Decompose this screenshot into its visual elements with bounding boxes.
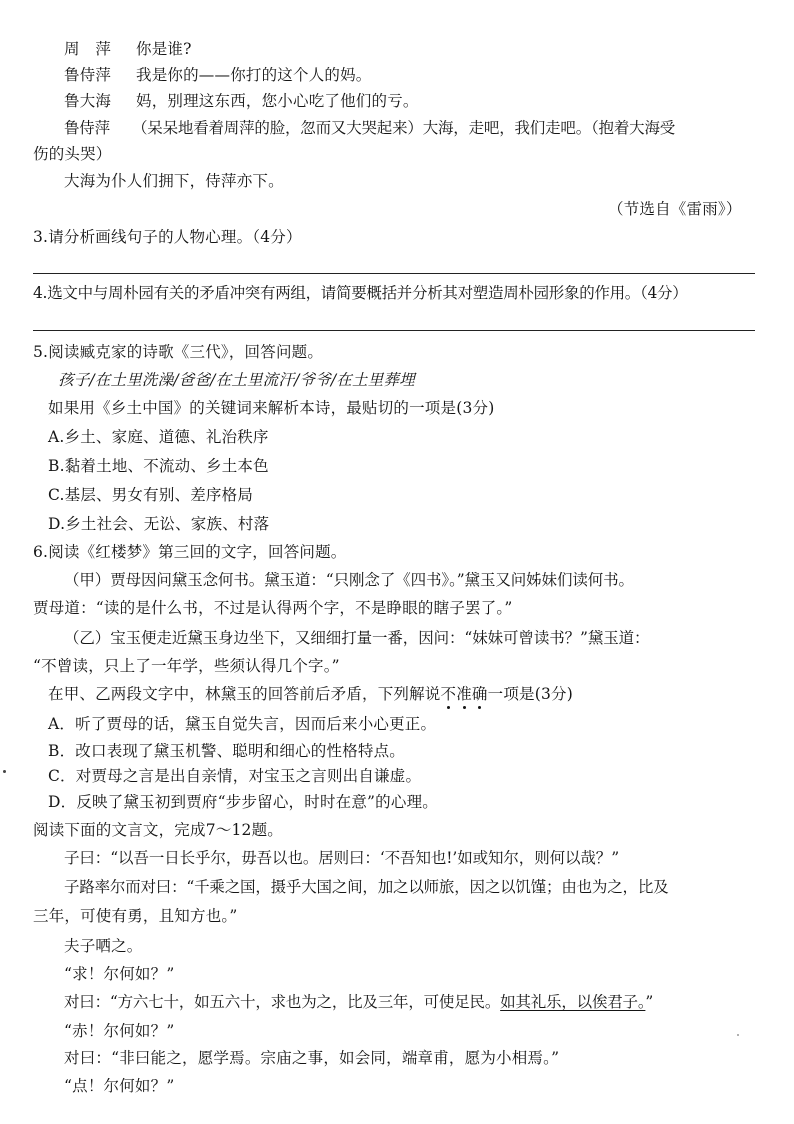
answer-line-q4[interactable] [33,330,755,331]
dialogue-text: 我是你的——你打的这个人的妈。 [136,66,372,84]
classical-para-5 [64,991,653,1013]
option-a[interactable]: A．听了贾母的话，黛玉自觉失言，因而后来小心更正。 [48,715,437,733]
speaker-name: 周 萍 [64,40,112,58]
scan-speck [737,1034,739,1036]
classical-para-1: 子曰：“以吾一日长乎尔，毋吾以也。居则曰：‘不吾知也!’如或知尔，则何以哉？” [64,849,620,867]
dialogue-text: 妈，别理这东西，您小心吃了他们的亏。 [136,92,419,110]
passage-yi-line-1: （乙）宝玉便走近黛玉身边坐下，又细细打量一番，因问：“妹妹可曾读书？”黛玉道： [64,629,650,647]
dialogue-text: 你是谁? [136,40,192,58]
classical-para-7: 对曰：“非曰能之，愿学焉。宗庙之事，如会同，端章甫，愿为小相焉。” [64,1049,560,1067]
classical-text: 对曰：“方六七十，如五六十，求也为之，比及三年，可使足民。 [64,993,501,1011]
passage-jia-line-2: 贾母道：“读的是什么书，不过是认得两个字，不是睁眼的瞎子罢了。” [33,599,513,617]
passage-jia-line-1: （甲）贾母因问黛玉念何书。黛玉道：“只刚念了《四书》。”黛玉又问姊妹们读何书。 [64,571,634,589]
question-4: 4.选文中与周朴园有关的矛盾冲突有两组，请简要概括并分析其对塑造周朴园形象的作用。（4分） [33,284,688,302]
question-6-intro: 6.阅读《红楼梦》第三回的文字，回答问题。 [33,543,347,561]
question-6-stem [48,683,573,705]
classical-para-2-line-1: 子路率尔而对曰：“千乘之国，摄乎大国之间，加之以师旅，因之以饥馑；由也为之，比及 [64,878,669,896]
question-5-intro: 5.阅读臧克家的诗歌《三代》，回答问题。 [33,343,324,361]
stem-text-a: 在甲、乙两段文字中，林黛玉的回答前后矛盾，下列解说 [48,685,441,703]
classical-para-3: 夫子哂之。 [64,937,143,955]
emphasis-char: 准 [456,685,472,703]
poem-text: 孩子/在土里洗澡/爸爸/在土里流汗/爷爷/在土里葬埋 [58,371,415,389]
classical-para-6: “赤！尔何如？” [64,1022,175,1040]
speaker-name: 鲁侍萍 [64,66,112,84]
source-note: （节选自《雷雨》） [608,200,742,218]
speaker-name: 鲁大海 [64,92,112,110]
classical-intro: 阅读下面的文言文，完成7～12题。 [33,821,283,839]
option-b[interactable]: B．改口表现了黛玉机警、聪明和细心的性格特点。 [48,742,405,760]
drama-line-zhouping [64,38,192,60]
option-a[interactable]: A.乡土、家庭、道德、礼治秩序 [48,428,269,446]
option-c[interactable]: C．对贾母之言是出自亲情，对宝玉之言则出自谦虚。 [48,767,422,785]
option-c[interactable]: C.基层、男女有别、差序格局 [48,486,254,504]
drama-line-shiping-1 [64,64,372,86]
dialogue-text: （呆呆地看着周萍的脸，忽而又大哭起来）大海，走吧，我们走吧。（抱着大海受 [132,119,676,137]
drama-line-shiping-2 [64,117,675,139]
stem-text-b: 一项是(3分) [487,685,573,703]
question-5-stem: 如果用《乡土中国》的关键词来解析本诗，最贴切的一项是(3分) [48,399,495,417]
answer-line-q3[interactable] [33,273,755,274]
emphasis-char: 不 [440,685,457,703]
classical-para-8: “点！尔何如？” [64,1077,175,1095]
stage-direction: 大海为仆人们拥下，侍萍亦下。 [64,172,284,190]
question-3: 3.请分析画线句子的人物心理。（4分） [33,228,302,246]
classical-para-2-line-2: 三年，可使有勇，且知方也。” [33,907,238,925]
closing-quote: ” [645,993,654,1011]
option-b[interactable]: B.黏着土地、不流动、乡土本色 [48,457,269,475]
passage-yi-line-2: “不曾读，只上了一年学，些须认得几个字。” [33,657,340,675]
emphasis-char: 确 [471,685,488,703]
drama-line-continuation: 伤的头哭） [33,145,112,163]
underlined-sentence: 如其礼乐，以俟君子。 [500,993,646,1011]
option-d[interactable]: D．反映了黛玉初到贾府“步步留心，时时在意”的心理。 [48,793,438,811]
option-d[interactable]: D.乡土社会、无讼、家族、村落 [48,515,270,533]
speaker-name: 鲁侍萍 [64,119,110,137]
drama-line-dahai [64,90,419,112]
classical-para-4: “求！尔何如？” [64,965,175,983]
scan-speck [3,770,6,773]
